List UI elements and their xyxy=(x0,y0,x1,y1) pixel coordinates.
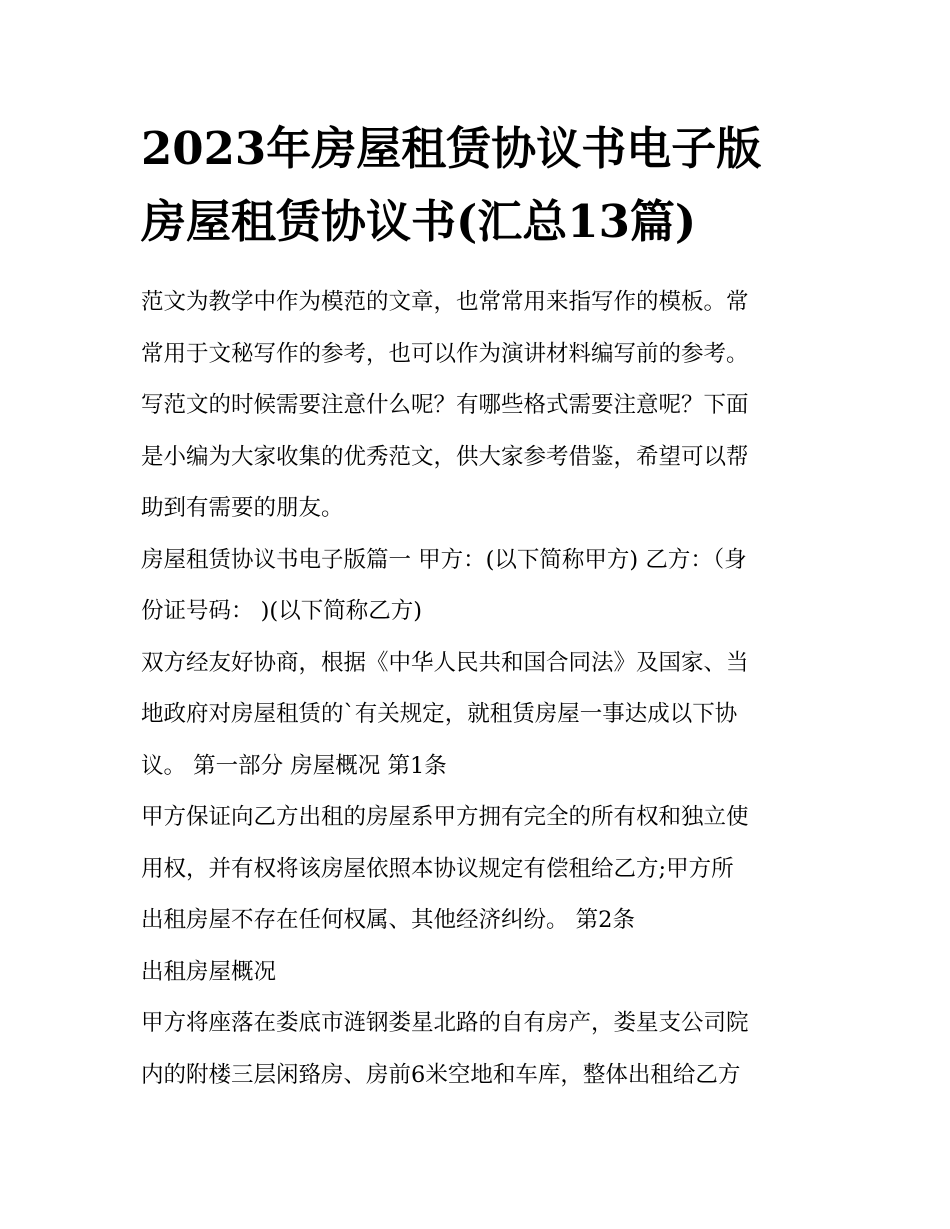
text-line: 房屋租赁协议书电子版篇一 甲方：(以下简称甲方) 乙方：（身 xyxy=(141,546,747,573)
text-line: 常用于文秘写作的参考，也可以作为演讲材料编写前的参考。 xyxy=(141,340,749,367)
text-line: 份证号码： )(以下简称乙方) xyxy=(141,598,422,624)
paragraph-heading-overview xyxy=(141,947,813,999)
document-body xyxy=(141,277,813,1101)
text-line: 甲方保证向乙方出租的房屋系甲方拥有完全的所有权和独立使 xyxy=(141,804,749,830)
paragraph-parties xyxy=(141,535,813,638)
title-line-1: 2023年房屋租赁协议书电子版 xyxy=(141,122,762,175)
text-line: 内的附楼三层闲臵房、房前6米空地和车库，整体出租给乙方 xyxy=(141,1061,741,1088)
text-line: 范文为教学中作为模范的文章，也常常用来指写作的模板。常 xyxy=(141,289,749,315)
text-line: 出租房屋不存在任何权属、其他经济纠纷。 第2条 xyxy=(141,907,635,933)
paragraph-article-2 xyxy=(141,998,813,1101)
title-line-2: 房屋租赁协议书(汇总13篇) xyxy=(141,195,697,248)
paragraph-intro xyxy=(141,277,813,535)
text-line: 出租房屋概况 xyxy=(141,958,277,985)
text-line: 双方经友好协商，根据《中华人民共和国合同法》及国家、当 xyxy=(141,649,749,676)
document-title xyxy=(141,112,813,258)
paragraph-agreement xyxy=(141,638,813,793)
text-line: 议。 第一部分 房屋概况 第1条 xyxy=(141,752,447,779)
text-line: 甲方将座落在娄底市涟钢娄星北路的自有房产，娄星支公司院 xyxy=(141,1010,749,1036)
paragraph-article-1 xyxy=(141,792,813,947)
text-line: 写范文的时候需要注意什么呢？有哪些格式需要注意呢？下面 xyxy=(141,392,749,418)
text-line: 地政府对房屋租赁的`有关规定，就租赁房屋一事达成以下协 xyxy=(141,701,738,727)
text-line: 助到有需要的朋友。 xyxy=(141,495,344,521)
text-line: 是小编为大家收集的优秀范文，供大家参考借鉴，希望可以帮 xyxy=(141,443,749,470)
text-line: 用权，并有权将该房屋依照本协议规定有偿租给乙方;甲方所 xyxy=(141,855,734,882)
